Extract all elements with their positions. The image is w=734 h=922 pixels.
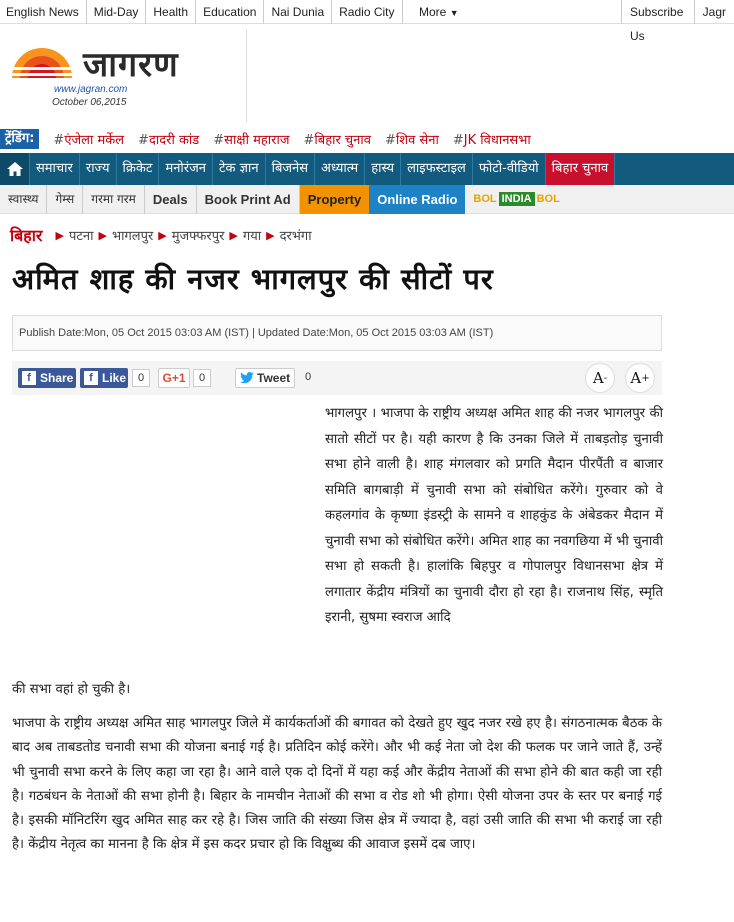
top-right-links	[621, 0, 734, 43]
network-links	[0, 0, 403, 24]
nav-item-business[interactable]: बिजनेस	[266, 153, 315, 185]
nav-item-lifestyle[interactable]: लाइफस्टाइल	[401, 153, 473, 185]
breadcrumb-city[interactable]: पटना	[68, 229, 94, 244]
google-plus-count: 0	[193, 369, 211, 387]
facebook-like-button[interactable]	[80, 368, 128, 388]
link-nai-dunia[interactable]: Nai Dunia	[264, 0, 332, 24]
tweet-button[interactable]	[235, 368, 295, 388]
article-dateline: Publish Date:Mon, 05 Oct 2015 03:03 AM (IST) | Updated Date:Mon, 05 Oct 2015 03:03 AM (IST)	[12, 315, 662, 351]
bol-india-bol-logo[interactable]	[473, 192, 559, 206]
chevron-right-icon: ▶	[158, 228, 167, 242]
minus-sign: -	[603, 372, 608, 384]
link-radio-city[interactable]: Radio City	[332, 0, 402, 24]
like-count: 0	[132, 369, 150, 387]
trending-tag[interactable]: #शिव सेना	[385, 133, 439, 148]
font-decrease-letter: A	[592, 369, 604, 387]
property-link[interactable]: Property	[300, 185, 369, 214]
bib-mid: INDIA	[499, 192, 535, 206]
subnav-item-games[interactable]: गेम्स	[47, 185, 83, 214]
trending-tag[interactable]: #बिहार चुनाव	[303, 133, 371, 148]
nav-item-adhyatm[interactable]: अध्यात्म	[315, 153, 365, 185]
article-paragraph-continued: की सभा वहां हो चुकी है।	[12, 682, 131, 697]
book-print-ad-link[interactable]: Book Print Ad	[197, 185, 300, 214]
current-date: October 06,2015	[52, 97, 127, 108]
facebook-like-label: Like	[102, 371, 127, 385]
share-bar	[12, 361, 662, 395]
sunrise-logo-icon	[10, 40, 74, 82]
breadcrumb-city[interactable]: गया	[242, 229, 262, 244]
google-plus-button[interactable]	[158, 368, 190, 388]
subnav-item-health[interactable]: स्वास्थ्य	[0, 185, 47, 214]
nav-item-samachar[interactable]: समाचार	[30, 153, 80, 185]
nav-item-photo-video[interactable]: फोटो-वीडियो	[473, 153, 546, 185]
trending-tag[interactable]: #JK विधानसभा	[452, 133, 531, 148]
chevron-right-icon: ▶	[98, 228, 107, 242]
breadcrumb	[10, 224, 312, 246]
logo-url[interactable]: www.jagran.com	[54, 84, 128, 95]
trending-label: ट्रेंडिंग:	[0, 129, 39, 149]
bib-left: BOL	[473, 193, 497, 205]
breadcrumb-city[interactable]: दरभंगा	[279, 229, 312, 244]
plus-sign: +	[641, 372, 650, 384]
facebook-share-button[interactable]	[18, 368, 76, 388]
trending-bar	[0, 128, 531, 150]
trending-tag[interactable]: #एंजेला मर्केल	[53, 133, 125, 148]
link-mid-day[interactable]: Mid-Day	[87, 0, 147, 24]
trending-tag[interactable]: #साक्षी महाराज	[213, 133, 290, 148]
google-plus-label: G+1	[162, 371, 186, 385]
nav-item-cricket[interactable]: क्रिकेट	[117, 153, 160, 185]
jagran-link[interactable]: Jagr	[694, 0, 734, 24]
more-menu[interactable]	[411, 0, 467, 25]
tweet-label: Tweet	[257, 371, 291, 385]
subnav-item-garma-garam[interactable]: गरमा गरम	[83, 185, 145, 214]
breadcrumb-city[interactable]: मुजफ्फरपुर	[171, 229, 225, 244]
nav-item-hasya[interactable]: हास्य	[365, 153, 401, 185]
top-links-bar	[0, 0, 734, 43]
link-english-news[interactable]: English News	[0, 0, 87, 24]
chevron-right-icon: ▶	[55, 228, 64, 242]
font-decrease-button[interactable]	[585, 363, 615, 393]
article-headline: अमित शाह की नजर भागलपुर की सीटों पर	[12, 262, 494, 296]
facebook-share-label: Share	[40, 371, 74, 385]
caret-down-icon: ▼	[449, 8, 459, 18]
logo-wordmark: जागरण	[83, 45, 179, 85]
nav-item-bihar-chunav[interactable]: बिहार चुनाव	[546, 153, 616, 185]
sub-nav	[0, 185, 734, 214]
header-divider	[246, 30, 247, 122]
facebook-icon: f	[22, 371, 36, 385]
main-nav	[0, 153, 734, 185]
bib-right: BOL	[536, 193, 560, 205]
twitter-icon	[240, 372, 254, 384]
chevron-right-icon: ▶	[229, 228, 238, 242]
site-logo[interactable]	[10, 36, 190, 116]
online-radio-link[interactable]: Online Radio	[369, 185, 465, 214]
link-education[interactable]: Education	[196, 0, 264, 24]
article-paragraph: भागलपुर । भाजपा के राष्ट्रीय अध्यक्ष अमित शाह की नजर भागलपुर की सातो सीटों पर है। यही कारण है कि उनका जिले में ताबड़तोड़ चुनावी सभा होने वाली है। शाह मंगलवार को प्रगति मैदान पीरपैंती व बाजार समिति बागबाड़ी में चुनावी सभा को संबोधित करेंगे। गुरुवार को वे कहलगांव के कृष्णा इंडस्ट्री के सामने व शाहकुंड के अंबेडकर मैदान में चुनावी सभा को संबोधित करेंगे। अमित शाह का नवगछिया में भी चुनावी सभा हो सकती है। हालांकि बिहपुर व गोपालपुर विधानसभा क्षेत्र में लगातार केंद्रीय मंत्रियों का चुनावी दौरा हो रहा है। राजनाथ सिंह, स्मृति इरानी, सुषमा स्वराज आदि	[325, 406, 663, 625]
nav-item-manoranjan[interactable]: मनोरंजन	[159, 153, 213, 185]
article-paragraph: भाजपा के राष्ट्रीय अध्यक्ष अमित साह भागलपुर जिले में कार्यकर्ताओं की बगावत को देखते हुए खुद नजर रखे हए है। संगठनात्मक बैठक के बाद अब ताबडतोड चनावी सभा की योजना बनाई गई है। प्रतिदिन कोई करेंगे। और भी कई नेता जो देश की फलक पर जाने जाते हैं, उन्हें भी चुनावी सभा करने के लिए कहा जा रहा है। आने वाले एक दो दिनों में यहा कई और केंद्रीय नेताओं की सभा होने की बात कही जा रही है। गठबंधन के नेताओं की सभा होनी है। बिहार के नामचीन नेताओं की सभा व रोड शो भी होगा। ऐसी योजना उपर के स्तर पर बनाई गई है। इसकी मॉनिटरिंग खुद अमित साह कर रहे है। जिस जाति की संख्या जिस क्षेत्र में ज्यादा है, वहां उसी जाति की सभा भी कराई जा रही है। केंद्रीय नेतृत्व का मानना है कि क्षेत्र में इस कदर प्रचार हो कि विक्षुब्ध की आवाज इसमें दब जाए।	[12, 716, 662, 853]
subscribe-link[interactable]: Subscribe Us	[621, 0, 694, 24]
home-button[interactable]	[0, 153, 30, 185]
more-label: More	[419, 5, 447, 19]
font-increase-letter: A	[630, 369, 642, 387]
deals-link[interactable]: Deals	[145, 185, 197, 214]
tweet-count: 0	[305, 371, 312, 383]
nav-item-rajya[interactable]: राज्य	[80, 153, 117, 185]
nav-item-tech[interactable]: टेक ज्ञान	[213, 153, 266, 185]
facebook-icon: f	[84, 371, 98, 385]
font-increase-button[interactable]	[625, 363, 655, 393]
trending-tag[interactable]: #दादरी कांड	[138, 133, 200, 148]
chevron-right-icon: ▶	[266, 228, 275, 242]
breadcrumb-state[interactable]: बिहार	[10, 226, 43, 245]
link-health[interactable]: Health	[146, 0, 196, 24]
home-icon	[7, 162, 23, 176]
breadcrumb-city[interactable]: भागलपुर	[111, 229, 154, 244]
